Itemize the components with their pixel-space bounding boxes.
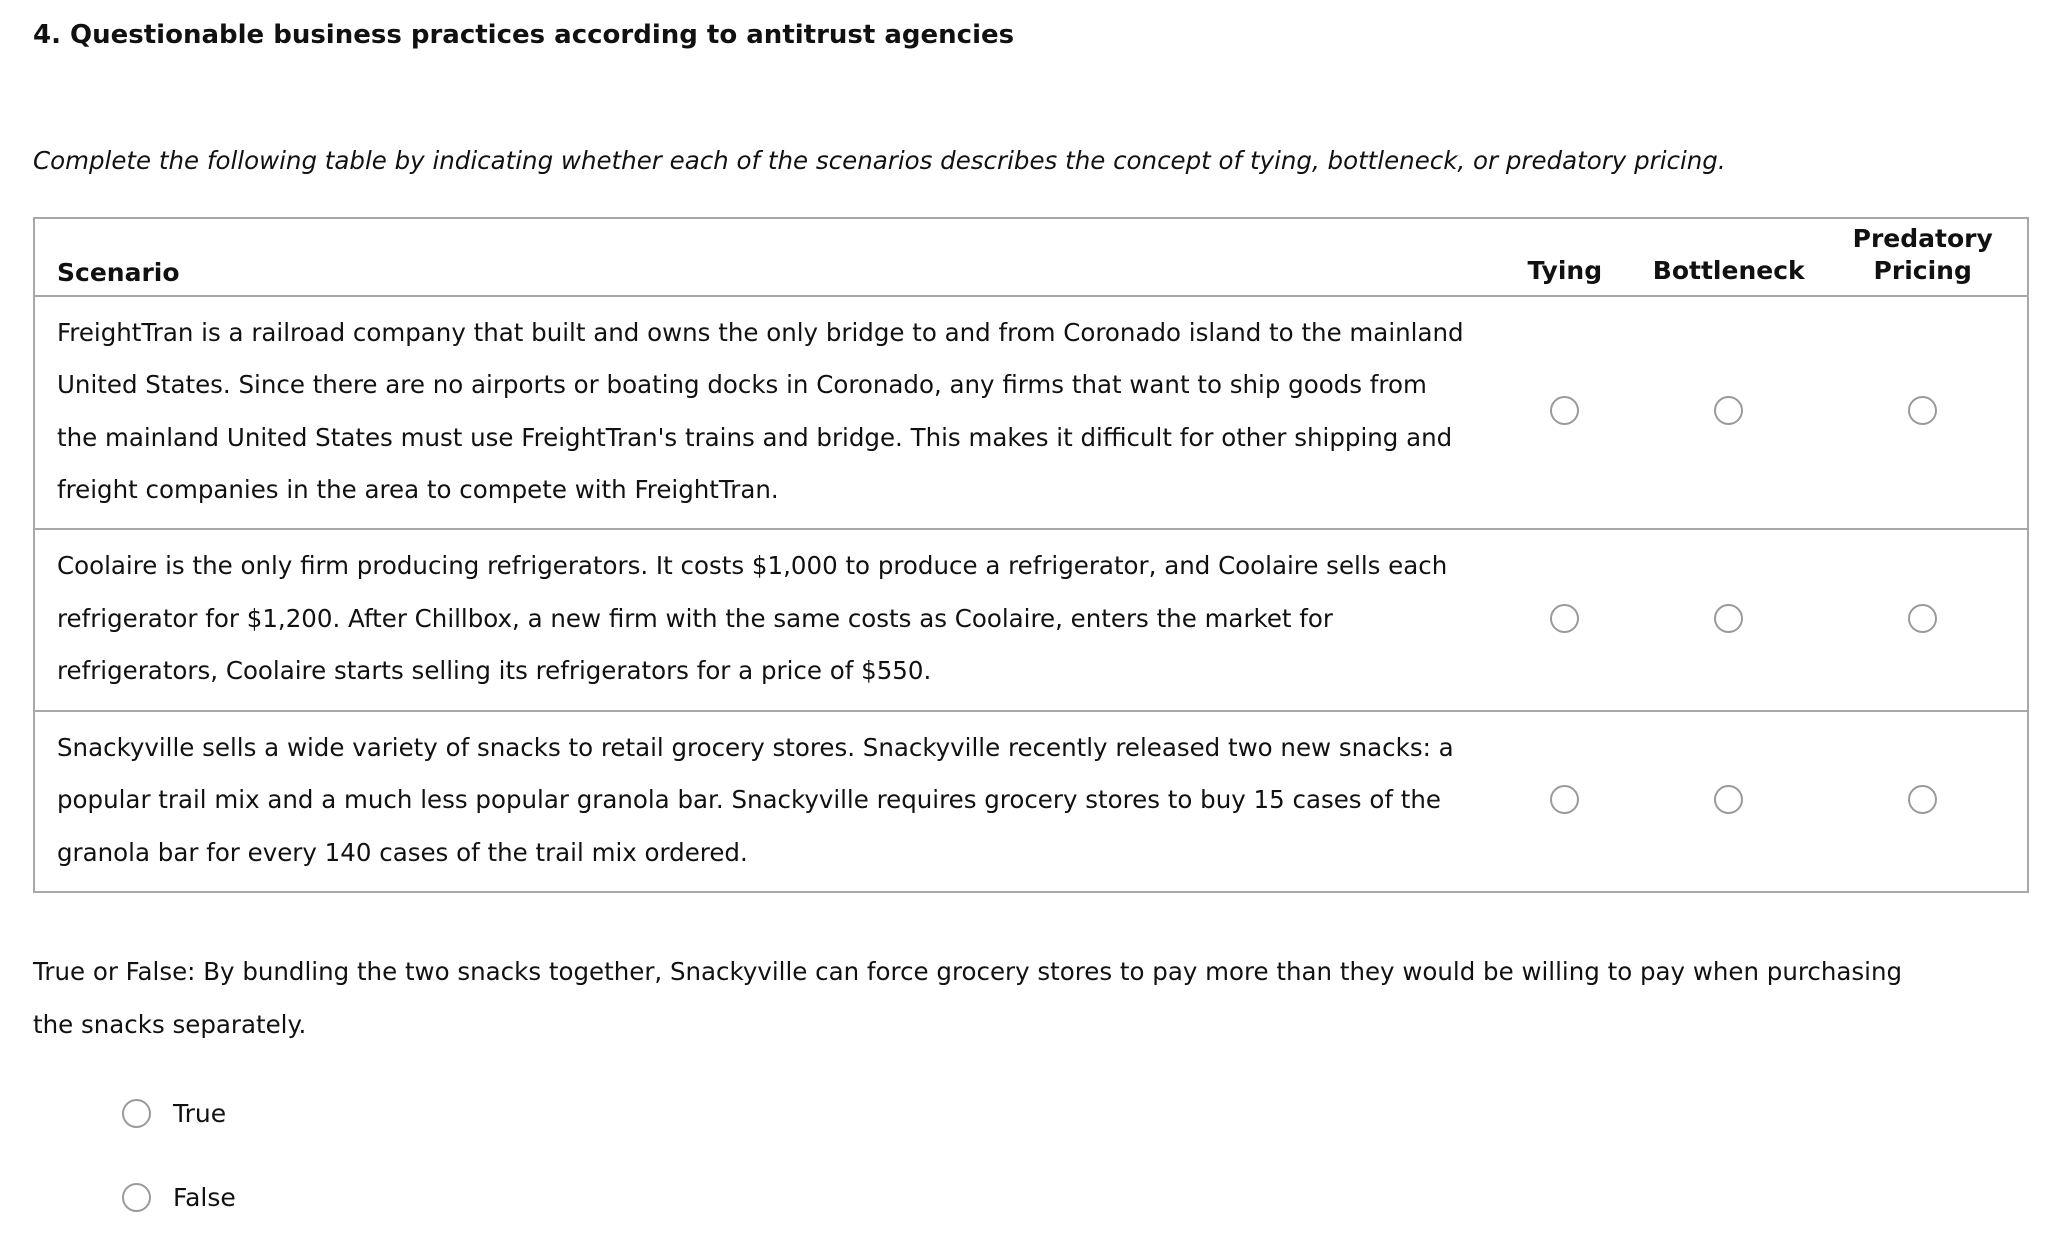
header-bottleneck: Bottleneck: [1639, 218, 1818, 296]
option-true[interactable]: [122, 1099, 226, 1128]
radio-row2-tying[interactable]: [1550, 604, 1579, 633]
instructions: Complete the following table by indicating whether each of the scenarios describes the concept of tying, bottleneck, or predatory pricing.: [33, 146, 1726, 175]
header-predatory-line1: Predatory: [1852, 224, 1993, 253]
scenario-table: [33, 217, 2029, 893]
radio-row1-bottleneck[interactable]: [1714, 396, 1743, 425]
scenario-text: Coolaire is the only firm producing refrigerators. It costs $1,000 to produce a refrigerator, and Coolaire sells each refrigerator for $1,200. After Chillbox, a new firm with the same costs as Coolaire, enters the market for refrigerators, Coolaire starts selling its refrigerators for a price of $550.: [34, 529, 1491, 711]
header-predatory-line2: Pricing: [1873, 256, 1972, 285]
header-scenario: Scenario: [34, 218, 1491, 296]
option-false-label: False: [173, 1183, 236, 1212]
scenario-text: FreightTran is a railroad company that built and owns the only bridge to and from Coronado island to the mainland United States. Since there are no airports or boating docks in Coronado, any firms that want to ship goods from the mainland United States must use FreightTran's trains and bridge. This makes it difficult for other shipping and freight companies in the area to compete with FreightTran.: [34, 296, 1491, 529]
radio-false[interactable]: [122, 1183, 151, 1212]
radio-row3-tying[interactable]: [1550, 785, 1579, 814]
radio-row1-predatory-pricing[interactable]: [1908, 396, 1937, 425]
question-title: 4. Questionable business practices according to antitrust agencies: [33, 20, 1015, 50]
radio-row3-predatory-pricing[interactable]: [1908, 785, 1937, 814]
radio-row2-predatory-pricing[interactable]: [1908, 604, 1937, 633]
option-false[interactable]: [122, 1183, 236, 1212]
table-header-row: [34, 218, 2028, 296]
radio-row1-tying[interactable]: [1550, 396, 1579, 425]
radio-row3-bottleneck[interactable]: [1714, 785, 1743, 814]
header-tying: Tying: [1491, 218, 1639, 296]
scenario-text: Snackyville sells a wide variety of snacks to retail grocery stores. Snackyville recently released two new snacks: a popular trail mix and a much less popular granola bar. Snackyville requires grocery stores to buy 15 cases of the granola bar for every 140 cases of the trail mix ordered.: [34, 711, 1491, 892]
header-predatory-pricing: [1818, 218, 2028, 296]
table-row: [34, 296, 2028, 529]
radio-row2-bottleneck[interactable]: [1714, 604, 1743, 633]
table-row: [34, 529, 2028, 711]
table-row: [34, 711, 2028, 892]
true-false-question: True or False: By bundling the two snacks together, Snackyville can force grocery stores to pay more than they would be willing to pay when purchasing the snacks separately.: [33, 957, 1903, 1039]
radio-true[interactable]: [122, 1099, 151, 1128]
option-true-label: True: [173, 1099, 227, 1128]
